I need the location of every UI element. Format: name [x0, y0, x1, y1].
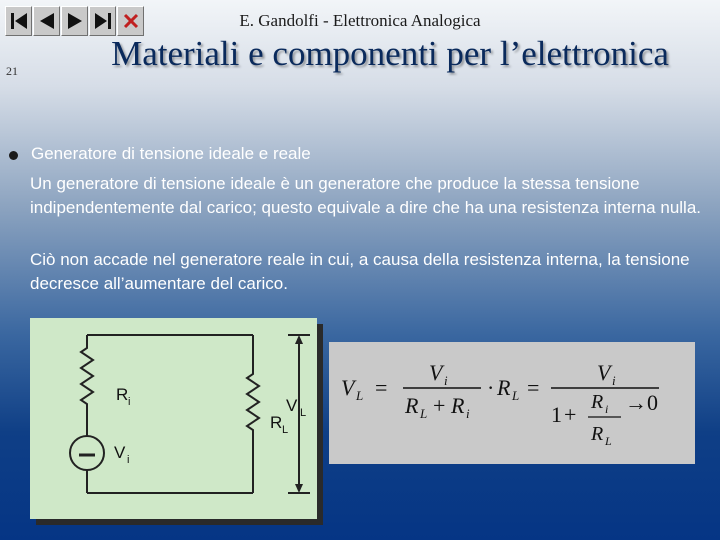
formula-zero: 0	[647, 390, 658, 415]
formula-rl-sub: L	[512, 388, 520, 403]
formula-frac2-plus: +	[564, 402, 577, 427]
formula-rl: R	[497, 375, 511, 400]
formula-inner-num-ri: R	[591, 391, 604, 413]
previous-slide-button[interactable]	[33, 6, 60, 36]
formula-frac2-num-sub: i	[612, 373, 616, 388]
slide-number: 21	[6, 64, 18, 78]
presentation-header: E. Gandolfi - Elettronica Analogica	[239, 11, 481, 30]
formula-frac1-num-v: V	[429, 360, 443, 385]
skip-to-end-icon	[92, 10, 114, 32]
formula-one: 1	[551, 402, 562, 427]
formula-frac1-den-rl: R	[405, 393, 419, 418]
close-x-icon	[120, 10, 142, 32]
vi-label: V	[114, 443, 126, 462]
voltage-source-vi	[70, 436, 104, 470]
rl-label: R	[270, 413, 283, 432]
slide-title: Materiali e componenti per l’elettronica	[111, 34, 669, 73]
formula-equals-1: =	[375, 375, 388, 400]
slide-navigation-bar	[5, 6, 145, 36]
formula-frac1-num-sub: i	[444, 373, 448, 388]
formula-arrow: →	[625, 390, 647, 415]
formula-frac1-den-ri: R	[451, 393, 465, 418]
play-left-icon	[36, 10, 58, 32]
last-slide-button[interactable]	[89, 6, 116, 36]
skip-to-start-icon	[8, 10, 30, 32]
formula-vl: V	[341, 375, 355, 400]
vi-subscript: i	[127, 454, 130, 466]
play-right-icon	[64, 10, 86, 32]
formula-dot: ·	[487, 375, 495, 400]
bullet-icon	[9, 151, 18, 160]
formula-inner-den-rl: R	[591, 423, 604, 445]
formula-box	[329, 342, 695, 464]
load-resistor-rl	[247, 335, 259, 493]
first-slide-button[interactable]	[5, 6, 32, 36]
next-slide-button[interactable]	[61, 6, 88, 36]
paragraph-real-generator: Ciò non accade nel generatore reale in cui, a causa della resistenza interna, la tensione decresce all’aumentare del carico.	[30, 250, 690, 293]
rl-subscript: L	[282, 424, 289, 436]
ri-label: R	[116, 385, 129, 404]
paragraph-ideal-generator: Un generatore di tensione ideale è un generatore che produce la stessa tensione indipendentemente dal carico; questo equivale a dire che ha una resistenza interna nulla.	[30, 174, 702, 217]
formula-inner-den-rl-sub: L	[605, 434, 612, 448]
vl-label: V	[286, 396, 298, 415]
formula-vl-sub: L	[356, 388, 364, 403]
vl-subscript: L	[300, 407, 307, 419]
internal-resistor-ri	[81, 335, 93, 436]
circuit-diagram	[30, 318, 317, 519]
ri-subscript: i	[128, 396, 131, 408]
formula-frac1-plus: +	[433, 393, 446, 418]
close-button[interactable]	[117, 6, 144, 36]
bullet-heading: Generatore di tensione ideale e reale	[31, 144, 311, 163]
formula-frac1-den-ri-sub: i	[466, 406, 470, 421]
formula-frac1-den-rl-sub: L	[420, 406, 428, 421]
formula-equals-2: =	[527, 375, 540, 400]
formula-inner-num-ri-sub: i	[605, 402, 609, 416]
formula-frac2-num-v: V	[597, 360, 611, 385]
